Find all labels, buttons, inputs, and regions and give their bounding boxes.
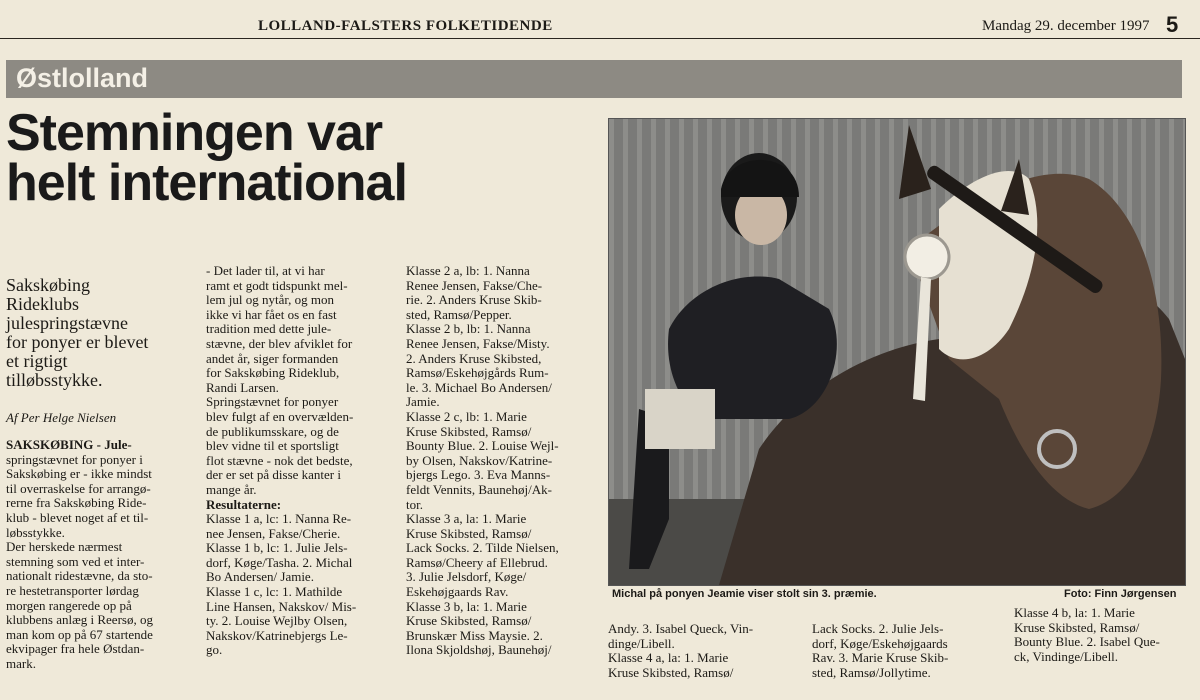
text-line: julespringstævne <box>6 313 128 333</box>
text-line: feldt Vennits, Baunehøj/Ak- <box>406 482 552 497</box>
text-line: Bo Andersen/ Jamie. <box>206 570 314 585</box>
text-line: Ilona Skjoldshøj, Baunehøj/ <box>406 643 552 658</box>
text-line: der er set på disse kanter i <box>206 468 342 483</box>
text-line: Rideklubs <box>6 294 80 314</box>
text-line: Klasse 1 c, lc: 1. Mathilde <box>206 585 343 600</box>
text-line: le. 3. Michael Bo Andersen/ <box>406 380 552 395</box>
text-line: dinge/Libell. <box>608 636 675 651</box>
text-line: flot stævne - nok det bedste, <box>206 453 353 468</box>
text-line: Kruse Skibsted, Ramsø/ <box>406 424 532 439</box>
text-line: Andy. 3. Isabel Queck, Vin- <box>608 622 754 636</box>
masthead <box>0 12 1200 39</box>
text-line: de publikumsskare, og de <box>206 424 339 439</box>
article-photo <box>608 118 1186 586</box>
text-line: klubbens anlæg i Reersø, og <box>6 613 153 628</box>
byline: Af Per Helge Nielsen <box>6 410 117 425</box>
text-line: ck, Vindinge/Libell. <box>1014 649 1119 664</box>
results-column-6 <box>1014 606 1196 664</box>
text-line: Klasse 4 a, la: 1. Marie <box>608 651 729 666</box>
text-line: Kruse Skibsted, Ramsø/ <box>406 526 532 541</box>
text-line: til overraskelse for arrangø- <box>6 481 151 496</box>
text-line: Rav. 3. Marie Kruse Skib- <box>812 651 949 666</box>
text-line: rie. 2. Anders Kruse Skib- <box>406 293 542 308</box>
text-line: for ponyer er blevet <box>6 332 149 352</box>
text-line: Klasse 1 b, lc: 1. Julie Jels- <box>206 541 348 556</box>
results-column-3 <box>406 264 600 658</box>
text-line: 2. Anders Kruse Skibsted, <box>406 351 542 366</box>
text-line: Klasse 4 b, la: 1. Marie <box>1014 606 1135 620</box>
text-line: go. <box>206 643 223 658</box>
text-line: Klasse 2 b, lb: 1. Nanna <box>406 322 531 337</box>
text-line: Ramsø/Eskehøjgårds Rum- <box>406 366 549 381</box>
text-line: blev vidne til et sportsligt <box>206 439 339 454</box>
text-line: Lack Socks. 2. Tilde Nielsen, <box>406 541 559 556</box>
text-line: Kruse Skibsted, Ramsø/ <box>406 614 532 629</box>
article-column-1 <box>6 438 192 672</box>
text-line: by Olsen, Nakskov/Katrine- <box>406 453 553 468</box>
text-line: et rigtigt <box>6 351 68 371</box>
text-line: bjergs Lego. 3. Eva Manns- <box>406 468 551 483</box>
newspaper-name: LOLLAND-FALSTERS FOLKETIDENDE <box>258 18 553 34</box>
article-column-2 <box>206 264 394 658</box>
headline-line: helt international <box>6 154 407 212</box>
text-line: Randi Larsen. <box>206 380 279 395</box>
text-line: Resultaterne: <box>206 497 282 512</box>
article-headline <box>6 104 606 212</box>
text-line: sted, Ramsø/Pepper. <box>406 307 512 322</box>
text-line: tor. <box>406 497 423 512</box>
results-column-4 <box>608 622 798 680</box>
text-line: Line Hansen, Nakskov/ Mis- <box>206 599 357 614</box>
text-line: re hestetransporter lørdag <box>6 583 139 598</box>
text-line: Klasse 1 a, lc: 1. Nanna Re- <box>206 512 352 527</box>
photo-illustration <box>609 119 1185 585</box>
text-line: Bounty Blue. 2. Louise Wejl- <box>406 439 559 454</box>
text-line: dorf, Køge/Tasha. 2. Michal <box>206 555 353 570</box>
text-line: Springstævnet for ponyer <box>206 395 339 410</box>
text-line: løbsstykke. <box>6 525 65 540</box>
text-line: - Det lader til, at vi har <box>206 264 325 278</box>
text-line: man kom op på 67 startende <box>6 627 153 642</box>
text-line: Der herskede nærmest <box>6 540 123 555</box>
text-line: Kruse Skibsted, Ramsø/ <box>608 665 734 680</box>
text-line: Eskehøjgaards Rav. <box>406 585 509 600</box>
text-line: ekvipager fra hele Østdan- <box>6 642 145 657</box>
text-line: Jamie. <box>406 395 440 410</box>
text-line: nationalt ridestævne, da sto- <box>6 569 153 584</box>
text-line: tradition med dette jule- <box>206 322 332 337</box>
text-line: Brunskær Miss Maysie. 2. <box>406 628 543 643</box>
text-line: stævne, der blev afviklet for <box>206 336 353 351</box>
text-line: Kruse Skibsted, Ramsø/ <box>1014 620 1140 635</box>
text-line: sted, Ramsø/Jollytime. <box>812 665 931 680</box>
text-line: ramt et godt tidspunkt mel- <box>206 278 348 293</box>
section-banner <box>6 60 1182 98</box>
results-column-5 <box>812 622 1002 680</box>
text-line: morgen rangerede op på <box>6 598 132 613</box>
text-line: ikke vi har fået os en fast <box>206 307 337 322</box>
text-line: Klasse 2 c, lb: 1. Marie <box>406 409 527 424</box>
text-line: Nakskov/Katrinebjergs Le- <box>206 628 348 643</box>
article-dek <box>6 276 196 390</box>
text-line: stemning som ved et inter- <box>6 554 145 569</box>
section-label: Østlolland <box>16 63 149 93</box>
text-line: klub - blevet noget af et til- <box>6 510 149 525</box>
text-line: rerne fra Sakskøbing Ride- <box>6 496 147 511</box>
text-line: SAKSKØBING - Jule- <box>6 438 132 452</box>
text-line: Ramsø/Cheery af Ellebrud. <box>406 555 548 570</box>
text-line: blev fulgt af en overvælden- <box>206 409 354 424</box>
text-line: Klasse 3 a, la: 1. Marie <box>406 512 527 527</box>
text-line: Renee Jensen, Fakse/Misty. <box>406 336 550 351</box>
text-line: nee Jensen, Fakse/Cherie. <box>206 526 341 541</box>
text-line: 3. Julie Jelsdorf, Køge/ <box>406 570 527 585</box>
text-line: mange år. <box>206 482 257 497</box>
text-line: springstævnet for ponyer i <box>6 452 143 467</box>
text-line: Sakskøbing <box>6 275 91 295</box>
text-line: Bounty Blue. 2. Isabel Que- <box>1014 635 1160 650</box>
photo-caption: Michal på ponyen Jeamie viser stolt sin 3. præmie. <box>612 588 877 600</box>
text-line: mark. <box>6 656 36 671</box>
text-line: for Sakskøbing Rideklub, <box>206 366 340 381</box>
text-line: lem jul og nytår, og mon <box>206 293 335 308</box>
issue-date: Mandag 29. december 1997 <box>982 18 1150 34</box>
text-line: ty. 2. Louise Wejlby Olsen, <box>206 614 348 629</box>
text-line: Sakskøbing er - ikke mindst <box>6 467 152 482</box>
text-line: Lack Socks. 2. Julie Jels- <box>812 622 944 636</box>
text-line: dorf, Køge/Eskehøjgaards <box>812 636 948 651</box>
text-line: Klasse 2 a, lb: 1. Nanna <box>406 264 530 278</box>
page-number: 5 <box>1166 12 1179 37</box>
headline-line: Stemningen var <box>6 104 383 162</box>
text-line: Klasse 3 b, la: 1. Marie <box>406 599 527 614</box>
text-line: Renee Jensen, Fakse/Che- <box>406 278 543 293</box>
text-line: andet år, siger formanden <box>206 351 339 366</box>
text-line: tilløbsstykke. <box>6 370 103 390</box>
photo-credit: Foto: Finn Jørgensen <box>1064 588 1177 600</box>
